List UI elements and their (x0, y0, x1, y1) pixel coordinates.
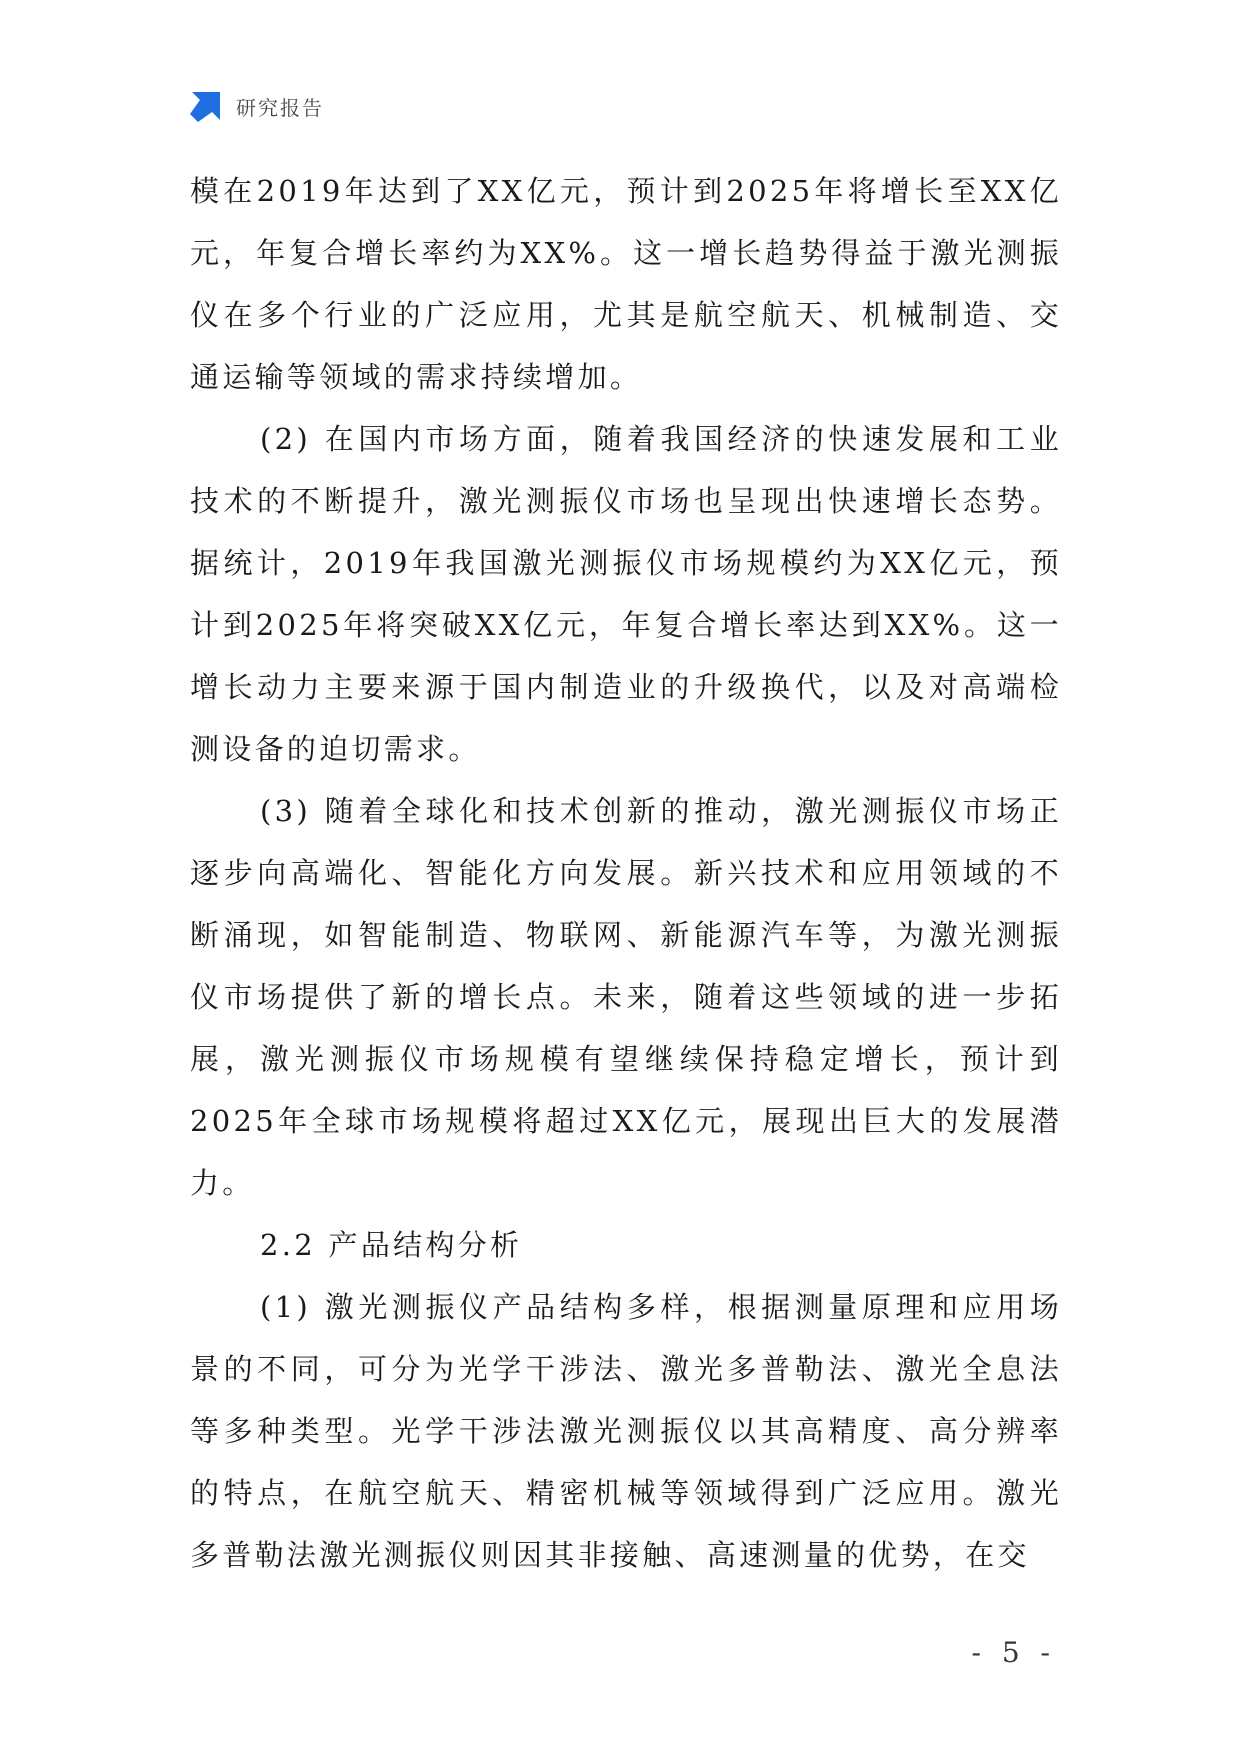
arrow-logo-icon (188, 88, 224, 124)
paragraph-continued: 模在2019年达到了XX亿元，预计到2025年将增长至XX亿元，年复合增长率约为XX%。这一增长趋势得益于激光测振仪在多个行业的广泛应用，尤其是航空航天、机械制造、交通运输等领域的需求持续增加。 (190, 174, 1062, 394)
section-heading: 2.2 产品结构分析 (260, 1228, 523, 1262)
header-title: 研究报告 (236, 95, 324, 120)
paragraph-domestic-market: (2) 在国内市场方面，随着我国经济的快速发展和工业技术的不断提升，激光测振仪市场也呈现出快速增长态势。据统计，2019年我国激光测振仪市场规模约为XX亿元，预计到2025年将突破XX亿元，年复合增长率达到XX%。这一增长动力主要来源于国内制造业的升级换代，以及对高端检测设备的迫切需求。 (190, 422, 1062, 766)
page-header (188, 88, 324, 124)
document-body (190, 160, 1062, 1586)
page-number: - 5 - (971, 1636, 1056, 1669)
paragraph-product-structure: (1) 激光测振仪产品结构多样，根据测量原理和应用场景的不同，可分为光学干涉法、激光多普勒法、激光全息法等多种类型。光学干涉法激光测振仪以其高精度、高分辨率的特点，在航空航天、精密机械等领域得到广泛应用。激光多普勒法激光测振仪则因其非接触、高速测量的优势，在交 (190, 1290, 1062, 1572)
paragraph-market-trend: (3) 随着全球化和技术创新的推动，激光测振仪市场正逐步向高端化、智能化方向发展。新兴技术和应用领域的不断涌现，如智能制造、物联网、新能源汽车等，为激光测振仪市场提供了新的增长点。未来，随着这些领域的进一步拓展，激光测振仪市场规模有望继续保持稳定增长，预计到2025年全球市场规模将超过XX亿元，展现出巨大的发展潜力。 (190, 794, 1062, 1200)
